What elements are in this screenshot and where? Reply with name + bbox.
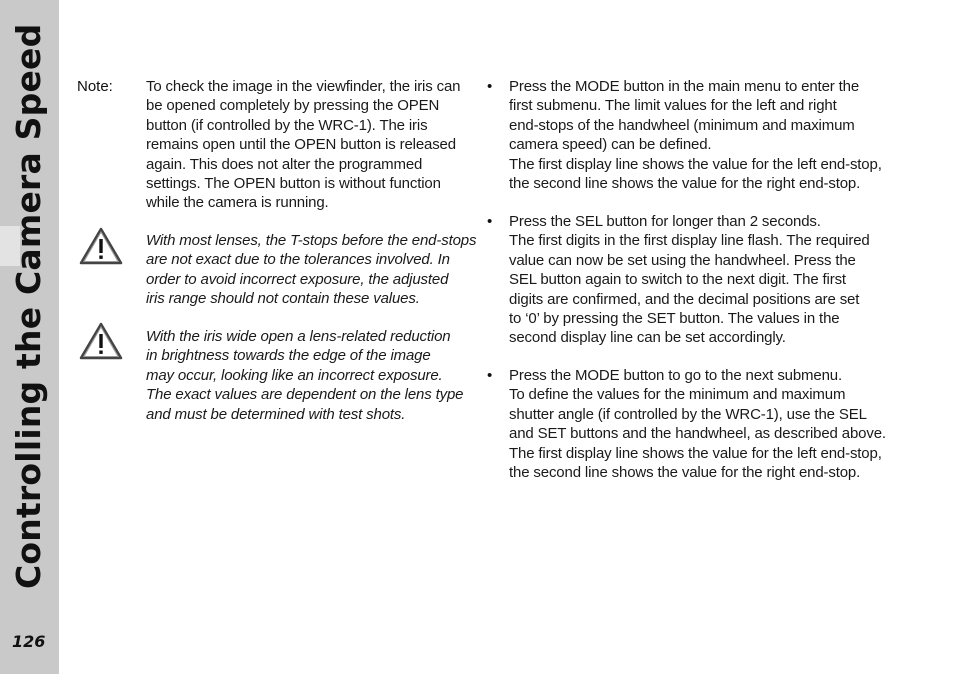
warning-line: in brightness towards the edge of the image	[146, 347, 431, 365]
chapter-title: Controlling the Camera Speed	[9, 23, 48, 589]
bullet-line: Press the MODE button to go to the next submenu.	[509, 367, 842, 384]
warning-triangle-icon	[78, 226, 124, 266]
warning-triangle-icon	[78, 321, 124, 361]
bullet-paragraph-1	[509, 77, 882, 193]
warning-line: and must be determined with test shots.	[146, 405, 406, 423]
bullet-paragraph-2	[509, 212, 870, 348]
note-line: settings. The OPEN button is without function	[146, 175, 441, 193]
warning-line: may occur, looking like an incorrect exposure.	[146, 366, 443, 384]
bullet-marker: •	[487, 367, 493, 384]
note-line: remains open until the OPEN button is released	[146, 136, 456, 154]
bullet-marker: •	[487, 213, 493, 230]
bullet-line: To define the values for the minimum and maximum	[509, 386, 846, 404]
warning-line: The exact values are dependent on the lens type	[146, 386, 464, 404]
bullet-line: SEL button again to switch to the next digit. The first	[509, 271, 846, 289]
warning-line: are not exact due to the tolerances involved. In	[146, 251, 450, 269]
bullet-line: The first digits in the first display line flash. The required	[509, 232, 870, 250]
bullet-line: The first display line shows the value for the left end-stop,	[509, 155, 882, 173]
bullet-paragraph-3	[509, 366, 886, 482]
sidebar	[0, 0, 59, 674]
note-line: button (if controlled by the WRC-1). The iris	[146, 116, 428, 134]
bullet-marker: •	[487, 78, 493, 95]
bullet-line: second display line can be set accordingly.	[509, 329, 786, 347]
note-line: be opened completely by pressing the OPEN	[146, 97, 440, 115]
bullet-line: digits are confirmed, and the decimal positions are set	[509, 290, 860, 308]
bullet-line: the second line shows the value for the right end-stop.	[509, 175, 861, 193]
bullet-line: to ‘0’ by pressing the SET button. The values in the	[509, 310, 840, 328]
note-label: Note:	[77, 78, 113, 95]
bullet-line: and SET buttons and the handwheel, as described above.	[509, 425, 886, 443]
warning-paragraph-1	[146, 231, 476, 309]
bullet-line: value can now be set using the handwheel. Press the	[509, 251, 856, 269]
warning-paragraph-2	[146, 327, 463, 424]
note-paragraph	[146, 77, 460, 213]
note-line: again. This does not alter the programmed	[146, 155, 423, 173]
note-line: while the camera is running.	[146, 194, 329, 212]
warning-line: order to avoid incorrect exposure, the adjusted	[146, 270, 449, 288]
page-number: 126	[12, 632, 46, 651]
bullet-line: first submenu. The limit values for the left and right	[509, 97, 837, 115]
bullet-line: end-stops of the handwheel (minimum and maximum	[509, 116, 855, 134]
bullet-line: the second line shows the value for the right end-stop.	[509, 464, 861, 482]
bullet-line: camera speed) can be defined.	[509, 136, 712, 154]
bullet-line: The first display line shows the value for the left end-stop,	[509, 444, 882, 462]
bullet-line: shutter angle (if controlled by the WRC-1), use the SEL	[509, 405, 867, 423]
warning-line: With the iris wide open a lens-related reduction	[146, 328, 451, 345]
bullet-line: Press the MODE button in the main menu to enter the	[509, 78, 860, 95]
bullet-line: Press the SEL button for longer than 2 seconds.	[509, 213, 821, 230]
note-line: To check the image in the viewfinder, the iris can	[146, 78, 461, 95]
warning-line: With most lenses, the T-stops before the end-stops	[146, 232, 477, 249]
warning-line: iris range should not contain these values.	[146, 290, 420, 308]
